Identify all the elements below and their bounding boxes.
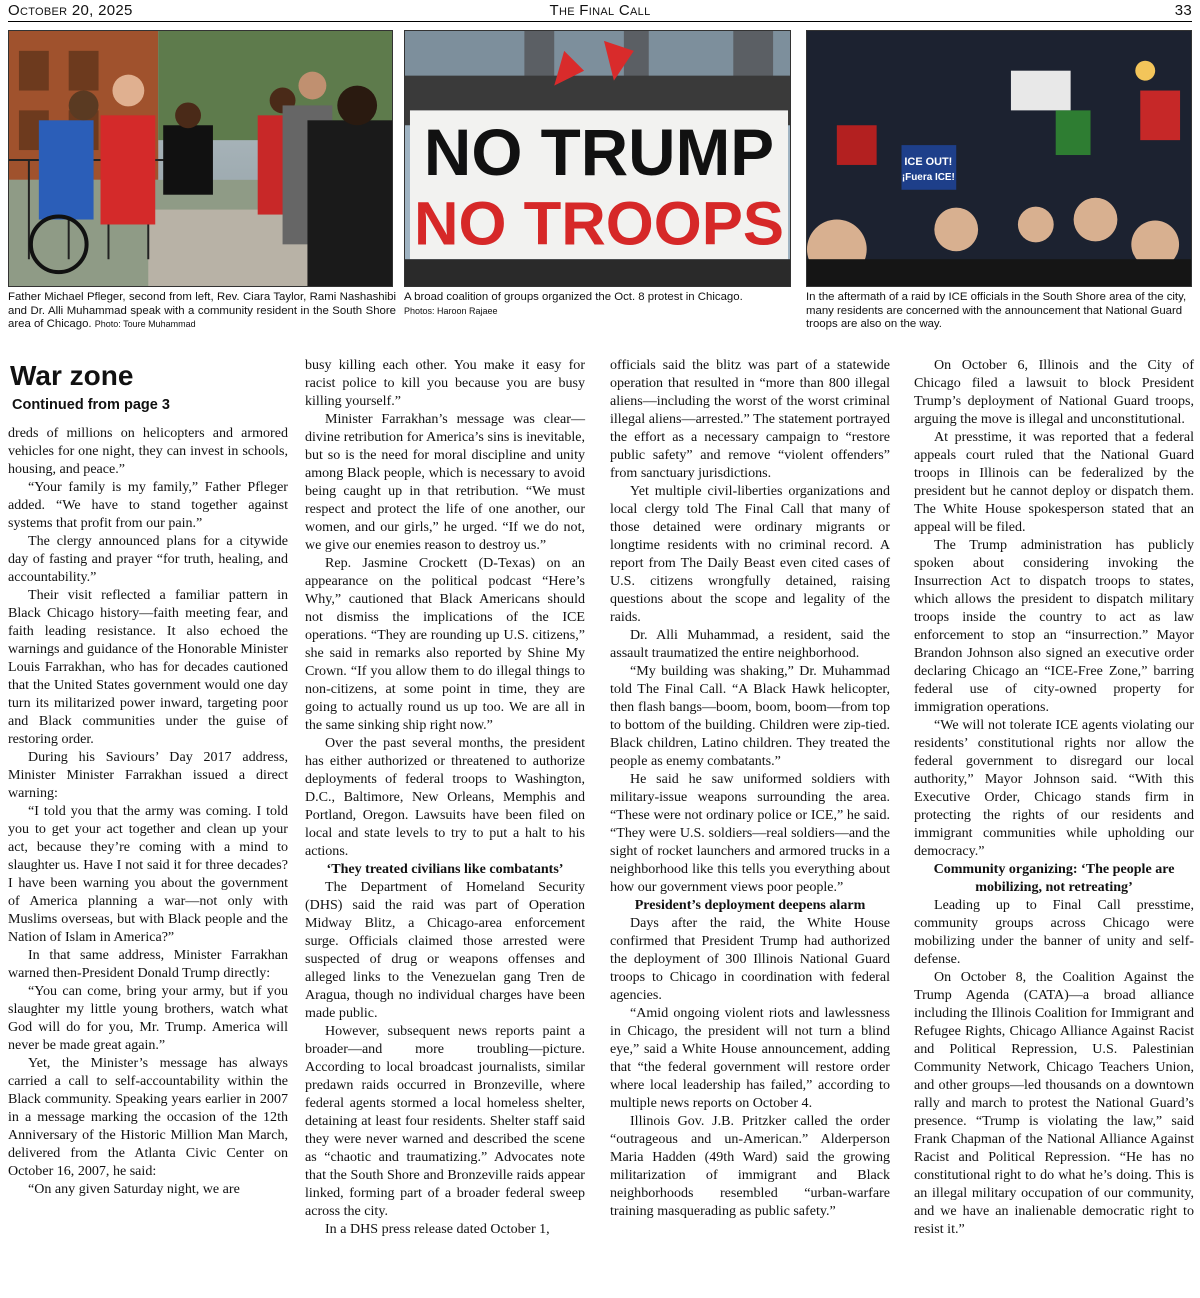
article-column-3 (610, 356, 890, 1220)
paragraph: “Your family is my family,” Father Pfleger added. “We have to stand together against systems that profit from our pain.” (8, 479, 288, 531)
paragraph: During his Saviours’ Day 2017 address, Minister Minister Farrakhan issued a direct warning: (8, 749, 288, 801)
article-column-1 (8, 360, 288, 1198)
continued-from: Continued from page 3 (12, 397, 170, 413)
caption-photo3 (806, 291, 1196, 332)
subhead-community-organizing: Community organizing: ‘The people are mobilizing, not retreating’ (933, 861, 1175, 895)
caption1-credit: Photo: Toure Muhammad (94, 319, 196, 330)
photo-community-leaders (8, 30, 393, 287)
subhead-combatants: ‘They treated civilians like combatants’ (326, 861, 564, 877)
paragraph: busy killing each other. You make it easy for racist police to kill you because you are busy killing yourself.” (305, 357, 585, 409)
paragraph: On October 8, the Coalition Against the Trump Agenda (CATA)—a broad alliance including the Illinois Coalition for Immigrant and Refugee Rights, Chicago Alliance Against Racist and Political Repression, U.S. Palestinian Community Network, Chicago Teachers Union, and other groups—led thousands on a downtown rally and march to protest the National Guard’s presence. “Trump is violating the law,” said Frank Chapman of the National Alliance Against Racist and Political Repression. “He has no constitutional right to do what he’s doing. This is an illegal military occupation of our community, and we have an inalienable democratic right to resist it.” (914, 969, 1194, 1237)
paragraph: On October 6, Illinois and the City of Chicago filed a lawsuit to block President Trump’s deployment of National Guard troops, arguing the move is illegal and unconstitutional. (914, 357, 1194, 427)
article-column-2 (305, 356, 585, 1238)
paragraph: In that same address, Minister Farrakhan warned then-President Donald Trump directly: (8, 947, 288, 981)
paragraph: In a DHS press release dated October 1, (325, 1221, 550, 1237)
photo-protest-banner (404, 30, 791, 287)
caption2-credit: Photos: Haroon Rajaee (404, 305, 498, 316)
photo-night-crowd-icon (807, 31, 1191, 286)
paragraph: Rep. Jasmine Crockett (D-Texas) on an appearance on the political podcast “Here’s Why,” cautioned that Black Americans should not dismiss the implications of the ICE operations. “They are rounding up U.S. citizens,” she said in remarks also reported by Shine My Crown. “If you allow them to do illegal things to non-citizens, at some point in time, they are going to actually round us up too. We are all in the same sinking ship right now.” (305, 555, 585, 733)
paragraph: “We will not tolerate ICE agents violating our residents’ constitutional rights nor allow the federal government to disregard our local authority,” Mayor Johnson said. “With this Executive Order, Chicago stands firm in protecting the rights of our residents and immigrant communities while upholding our democracy.” (914, 717, 1194, 859)
caption3-text: In the aftermath of a raid by ICE officials in the South Shore area of the city, many residents are concerned with the announcement that National Guard troops are also on the way. (806, 291, 1187, 331)
paragraph: Illinois Gov. J.B. Pritzker called the order “outrageous and un-American.” Alderperson Maria Hadden (49th Ward) said the growing militarization of immigrant and Black neighborhoods resembled “urban-warfare training masquerading as public safety.” (610, 1113, 890, 1219)
paragraph: “You can come, bring your army, but if you slaughter my little young brothers, watch what God will do for you, Mr. Trump. America will never be made great again.” (8, 983, 288, 1053)
article-column-4 (914, 356, 1194, 1238)
paragraph: “On any given Saturday night, we are (28, 1181, 240, 1197)
paragraph: Leading up to Final Call presstime, community groups across Chicago were mobilizing under the banner of unity and self-defense. (914, 897, 1194, 967)
paragraph: The Department of Homeland Security (DHS) said the raid was part of Operation Midway Blitz, a Chicago-area enforcement surge. Officials claimed those arrested were suspected of drug or weapons offenses and alleged links to the Venezuelan gang Tren de Aragua, though no individual charges have been made public. (305, 879, 585, 1021)
article-headline: War zone (10, 360, 134, 391)
paragraph: Days after the raid, the White House confirmed that President Trump had authorized the deployment of 300 Illinois National Guard troops to Chicago in coordination with federal agencies. (610, 915, 890, 1003)
paragraph: The Trump administration has publicly spoken about considering invoking the Insurrection Act to dispatch troops to states, which allows the president to dispatch military troops inside the country to act as law enforcement to stop an “insurrection.” Mayor Brandon Johnson also signed an executive order declaring Chicago an “ICE-Free Zone,” barring federal use of city-owned property for immigration operations. (914, 537, 1194, 715)
caption-photo1 (8, 291, 396, 332)
sign-ice-out: ICE OUT! (904, 155, 953, 168)
banner-line1: NO TRUMP (423, 115, 775, 189)
paragraph: “My building was shaking,” Dr. Muhammad told The Final Call. “A Black Hawk helicopter, then flash bangs—boom, boom, boom—from top to bottom of the building. Children were zip-tied. Black children, Latino children. They treated the people as enemy combatants.” (610, 663, 890, 769)
paragraph: Minister Farrakhan’s message was clear—divine retribution for America’s sins is inevitable, but so is the need for moral discipline and unity among Black people, which is necessary to avoid being caught up in that retribution. “We must respect and protect the life of one another, our women, and our girls,” he urged. “If we do not, we give our enemies reason to destroy us.” (305, 411, 585, 553)
photo-night-rally (806, 30, 1192, 287)
paragraph: Over the past several months, the president has either authorized or threatened to authorize deployments of federal troops to Washington, D.C., Baltimore, New Orleans, Memphis and Portland, Oregon. Lawsuits have been filed on local and state levels to try to put a halt to his actions. (305, 735, 585, 859)
paragraph: Yet, the Minister’s message has always carried a call to self-accountability within the Black community. Speaking years earlier in 2007 in a message marking the occasion of the 12th Anniversary of the Historic Million Man March, delivered from the Atlanta Civic Center on October 16, 2007, he said: (8, 1055, 288, 1179)
publication-name: The Final Call (549, 2, 651, 19)
paragraph: At presstime, it was reported that a federal appeals court ruled that the National Guard troops in Illinois can be federalized by the president but he cannot deploy or dispatch them. The White House spokesperson stated that an appeal will be filed. (914, 429, 1194, 535)
paragraph: Yet multiple civil-liberties organizations and local clergy told The Final Call that many of those detained were ordinary migrants or longtime residents with no criminal record. A report from The Daily Beast even cited cases of U.S. citizens wrongfully detained, raising questions about the scope and legality of the raids. (610, 483, 890, 625)
caption-photo2 (404, 291, 796, 318)
photo-protest-crowd-icon (405, 31, 790, 286)
sign-fuera-ice: ¡Fuera ICE! (901, 171, 955, 183)
paragraph: officials said the blitz was part of a statewide operation that resulted in “more than 800 illegal aliens—including the worst of the worst criminal illegal aliens—arrested.” The statement portrayed the effort as a necessary campaign to “restore public safety” and remove “violent offenders” from sanctuary jurisdictions. (610, 357, 890, 481)
caption2-text: A broad coalition of groups organized the Oct. 8 protest in Chicago. (404, 291, 743, 303)
caption1-text: Father Michael Pfleger, second from left, Rev. Ciara Taylor, Rami Nashashibi and Dr. Alli Muhammad speak with a community resident in the South Shore area of Chicago. (8, 291, 396, 331)
photo-street-scene-icon (9, 31, 392, 286)
banner-line2: NO TROOPS (413, 189, 784, 259)
paragraph: Dr. Alli Muhammad, a resident, said the assault traumatized the entire neighborhood. (610, 627, 890, 661)
paragraph: “Amid ongoing violent riots and lawlessness in Chicago, the president will not turn a blind eye,” said a White House announcement, adding that “the federal government will restore order where local leadership has failed,” according to multiple news reports on October 4. (610, 1005, 890, 1111)
paragraph: However, subsequent news reports paint a broader—and more troubling—picture. According to local broadcast journalists, similar predawn raids occurred in Bronzeville, where federal agents stormed a local homeless shelter, detaining at least four residents. Shelter staff said they were never warned and described the scene as “chaotic and traumatizing.” Advocates note that the South Shore and Bronzeville raids appear linked, forming part of a broader federal sweep across the city. (305, 1023, 585, 1219)
subhead-deployment: President’s deployment deepens alarm (634, 897, 866, 913)
paragraph: dreds of millions on helicopters and armored vehicles for one night, they can invest in schools, housing, and peace.” (8, 425, 288, 477)
paragraph: He said he saw uniformed soldiers with military-issue weapons surrounding the area. “These were not ordinary police or ICE,” he said. “They were U.S. soldiers—real soldiers—and the sight of rocket launchers and armored trucks in a neighborhood like this tells you everything about how our government views poor people.” (610, 771, 890, 895)
paragraph: Their visit reflected a familiar pattern in Black Chicago history—faith meeting fear, and faith leading resistance. It also echoed the warnings and guidance of the Honorable Minister Louis Farrakhan, who has for decades cautioned that the United States government would one day turn its militarized power inward, targeting poor and Black communities under the guise of restoring order. (8, 587, 288, 747)
masthead (8, 0, 1192, 22)
issue-date: October 20, 2025 (8, 2, 133, 19)
paragraph: The clergy announced plans for a citywide day of fasting and prayer “for truth, healing, and accountability.” (8, 533, 288, 585)
paragraph: “I told you that the army was coming. I told you to get your act together and clean up your act, because they’re coming with a mind to slaughter us. Have I not said it for three decades? I have been warning you about the government of America planning a war—not only with Muslims overseas, but with Black people and the Nation of Islam in America?” (8, 803, 288, 945)
page-number: 33 (1174, 2, 1192, 19)
